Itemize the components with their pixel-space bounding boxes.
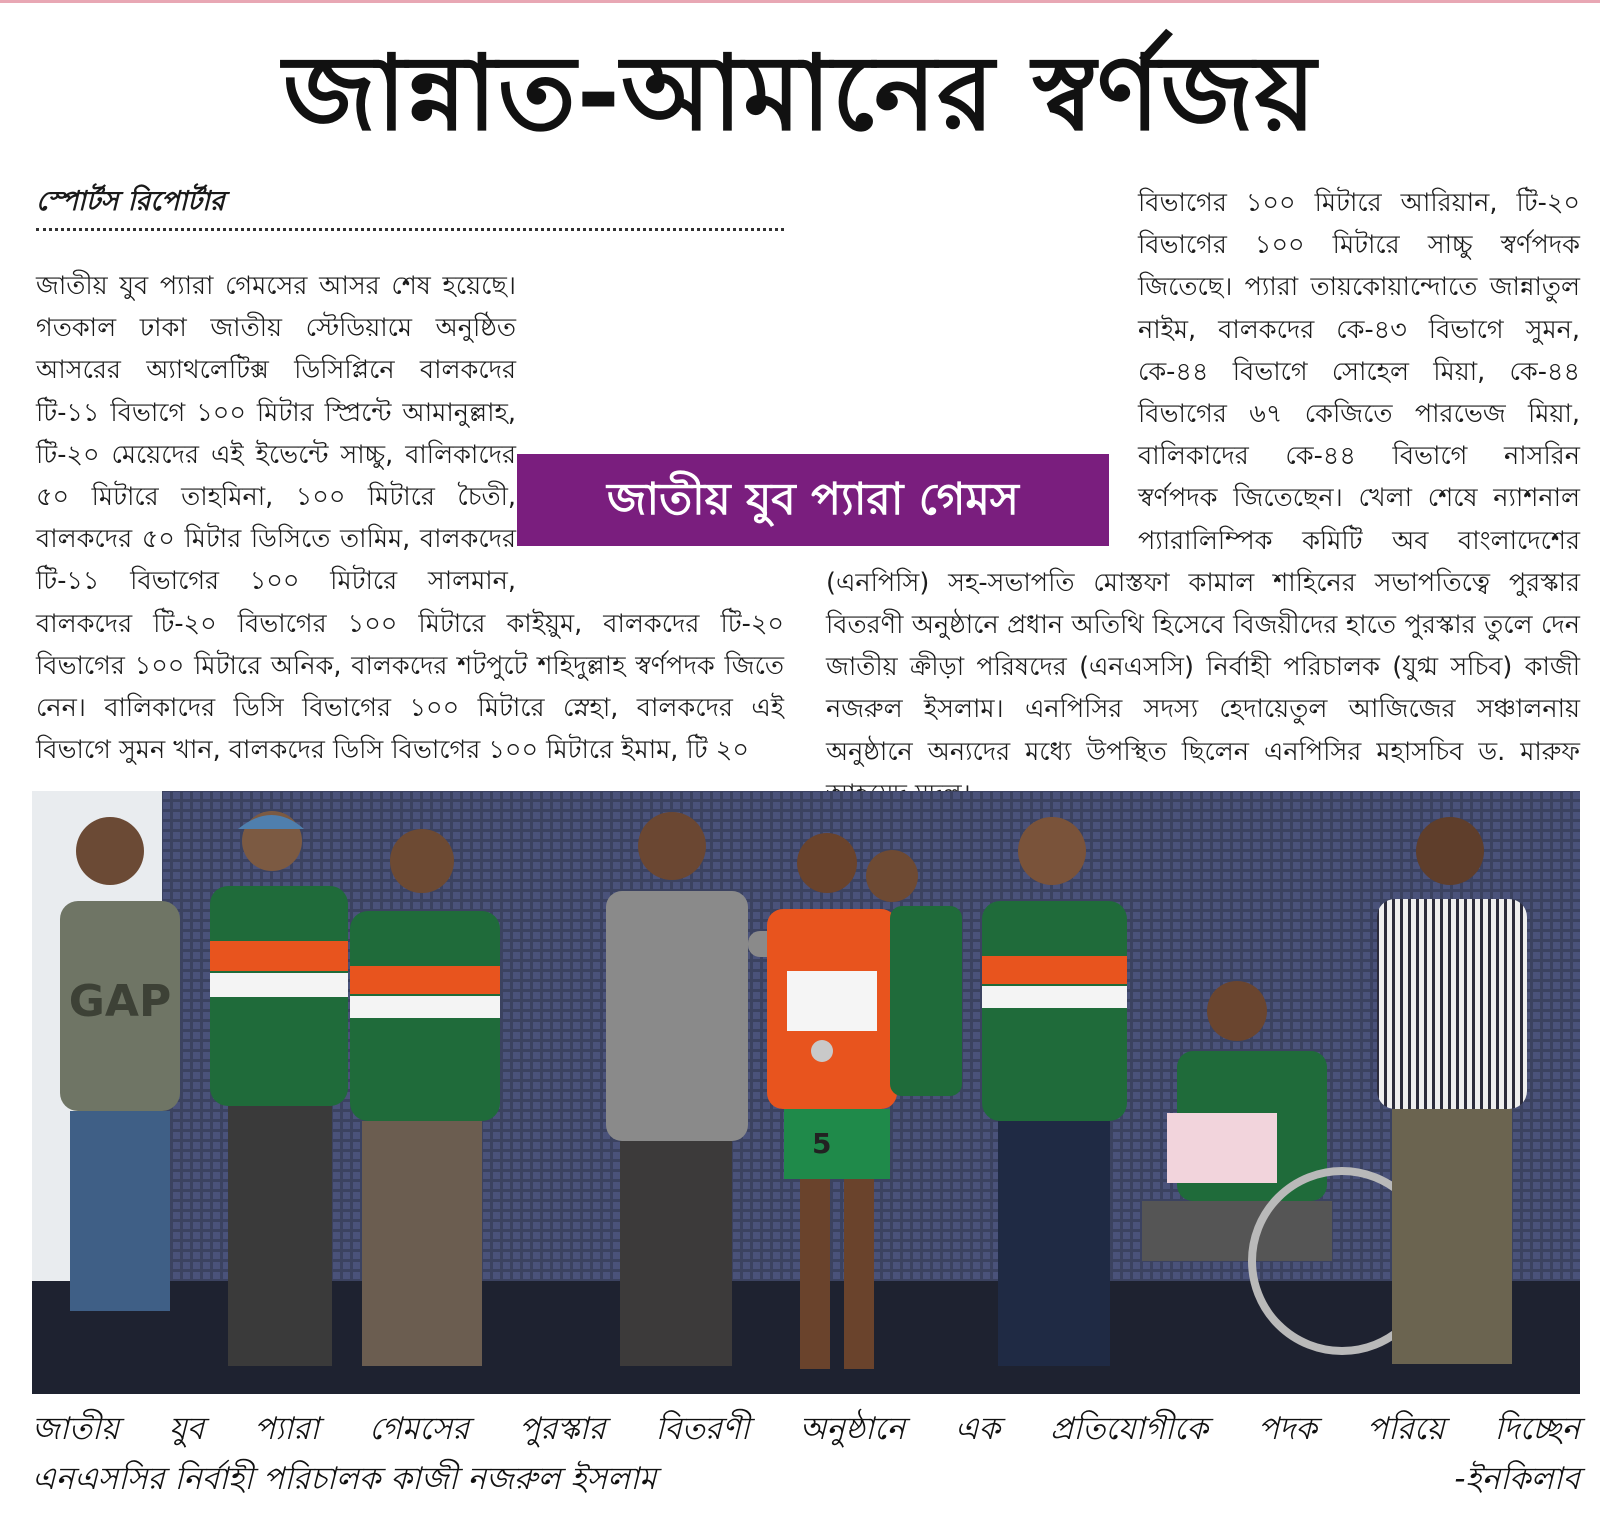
photo-illustration (32, 791, 1580, 1394)
caption-line-1: জাতীয় যুব প্যারা গেমসের পুরস্কার বিতরণী অনুষ্ঠানে এক প্রতিযোগীকে পদক পরিয়ে দিচ্ছেন (32, 1411, 1580, 1447)
headline: জান্নাত-আমানের স্বর্ণজয় (283, 32, 1317, 154)
medal (811, 1040, 833, 1062)
news-photo (32, 791, 1580, 1394)
article-text-left: জাতীয় যুব প্যারা গেমসের আসর শেষ হয়েছে। গতকাল ঢাকা জাতীয় স্টেডিয়ামে অনুষ্ঠিত আসরের অ্যাথলেটিক্স ডিসিপ্লিনে বালকদের টি-১১ বিভাগে ১০০ মিটার স্প্রিন্টে আমানুল্লাহ, টি-২০ মেয়েদের এই ইভেন্টে সাচ্চু, বালিকাদের ৫০ মিটারে তাহমিনা, ১০০ মিটারে চৈতী, বালকদের ৫০ মিটার ডিসিতে তামিম, বালকদের টি-১১ বিভাগের ১০০ মিটারে সালমান, বালকদের টি-২০ বিভাগের ১০০ মিটারে কাইয়ুম, বালকদের টি-২০ বিভাগের ১০০ মিটারে অনিক, বালকদের শটপুটে শহিদুল্লাহ স্বর্ণপদক জিতে নেন। বালিকাদের ডিসি বিভাগের ১০০ মিটারে স্নেহা, বালকদের এই বিভাগে সুমন খান, বালকদের ডিসি বিভাগের ১০০ মিটারে ইমাম, টি ২০ (36, 271, 784, 766)
jersey-number: 5 (812, 1127, 832, 1160)
photo-credit: -ইনকিলাব (1454, 1461, 1580, 1497)
article-text-right: বিভাগের ১০০ মিটারে আরিয়ান, টি-২০ বিভাগের ১০০ মিটারে সাচ্চু স্বর্ণপদক জিতেছে। প্যারা তায়কোয়ান্দোতে জান্নাতুল নাইম, বালকদের কে-৪৩ বিভাগে সুমন, কে-৪৪ বিভাগে সোহেল মিয়া, কে-৪৪ বিভাগের ৬৭ কেজিতে পারভেজ মিয়া, বালিকাদের কে-৪৪ বিভাগে নাসরিন স্বর্ণপদক জিতেছেন। খেলা শেষে ন্যাশনাল প্যারালিম্পিক কমিটি অব বাংলাদেশের (এনপিসি) সহ-সভাপতি মোস্তফা কামাল শাহিনের সভাপতিত্বে পুরস্কার বিতরণী অনুষ্ঠানে প্রধান অতিথি হিসেবে বিজয়ীদের হাতে পুরস্কার তুলে দেন জাতীয় ক্রীড়া পরিষদের (এনএসসি) নির্বাহী পরিচালক (যুগ্ম সচিব) কাজী নজরুল ইসলাম। এনপিসির সদস্য হেদায়েতুল আজিজের সঞ্চালনায় অনুষ্ঠানে অন্যদের মধ্যে উপস্থিত ছিলেন এনপিসির মহাসচিব ড. মারুফ (826, 188, 1580, 767)
caption-line-2-row (32, 1454, 1580, 1504)
papers (1167, 1113, 1277, 1183)
person-striped-shirt (1377, 817, 1527, 1364)
byline: স্পোর্টস রিপোর্টার (36, 182, 784, 231)
photo-caption (32, 1404, 1580, 1504)
section-banner: জাতীয় যুব প্যারা গেমস (517, 454, 1109, 546)
shirt-text: GAP (68, 976, 172, 1027)
person-2 (210, 811, 348, 1366)
top-rule (0, 0, 1600, 3)
caption-line-2: এনএসসির নির্বাহী পরিচালক কাজী নজরুল ইসলাম (32, 1461, 657, 1497)
